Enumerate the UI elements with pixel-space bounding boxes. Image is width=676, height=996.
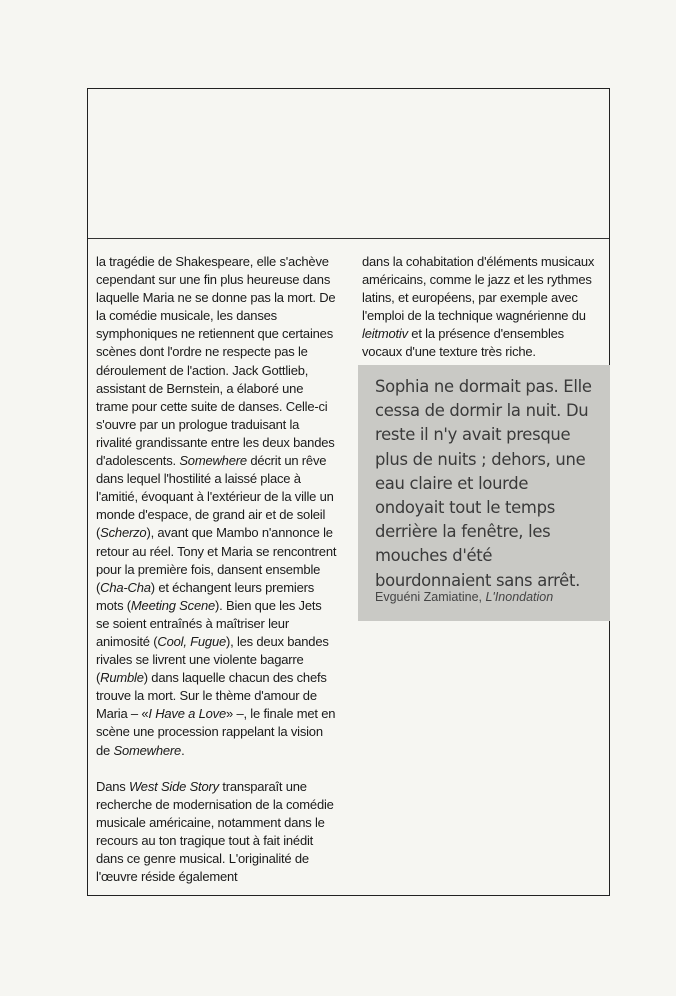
quote-text: Sophia ne dormait pas. Elle cessa de dormir la nuit. Du reste il n'y avait presque plus de nuits ; dehors, une eau claire et lourde ondoyait tout le temps derrière la fenêtre, les mouches d'été bourdonnaient sans arrêt. (375, 377, 592, 590)
right-text-column (362, 253, 602, 362)
paragraph-dances: la tragédie de Shakespeare, elle s'achève cependant sur une fin plus heureuse dans laquelle Maria ne se donne pas la mort. De la comédie musicale, les danses symphoniques ne retiennent que certaines scènes dont l'ordre ne respecte pas le déroulement de l'action. Jack Gottlieb, assistant de Bernstein, a élaboré une trame pour cette suite de danses. Celle-ci s'ouvre par un prologue traduisant la rivalité grandissante entre les deux bandes d'adolescents. Somewhere décrit un rêve dans lequel l'hostilité a laissé place à l'amitié, évoquant à l'extérieur de la ville un monde d'espace, de grand air et de soleil (Scherzo), avant que Mambo n'annonce le retour au réel. Tony et Maria se rencontrent pour la première fois, dansent ensemble (Cha-Cha) et échangent leurs premiers mots (Meeting Scene). Bien que les Jets se soient entraînés à maîtriser leur animosité (Cool, Fugue), les deux bandes rivales se livrent une violente bagarre (Rumble) dans laquelle chacun des chefs trouve la mort. Sur le thème d'amour de Maria – «I Have a Love» –, le finale met en scène une procession rappelant la vision de Somewhere. (96, 254, 337, 758)
left-text-column (96, 253, 338, 886)
quote-work: L'Inondation (485, 590, 554, 604)
quote-author: Evguéni Zamiatine, (375, 590, 486, 604)
empty-header-panel (88, 89, 609, 239)
quote-source (375, 590, 553, 604)
paragraph-cohabitation: dans la cohabitation d'éléments musicaux américains, comme le jazz et les rythmes latins, et européens, par exemple avec l'emploi de la technique wagnérienne du leitmotiv et la présence d'ensembles vocaux d'une texture très riche. (362, 254, 595, 360)
quote-box (358, 365, 610, 621)
paragraph-modernisation: Dans West Side Story transparaît une recherche de modernisation de la comédie musicale américaine, notamment dans le recours au ton tragique tout à fait inédit dans ce genre musical. L'originalité de l'œuvre réside également (96, 778, 334, 885)
